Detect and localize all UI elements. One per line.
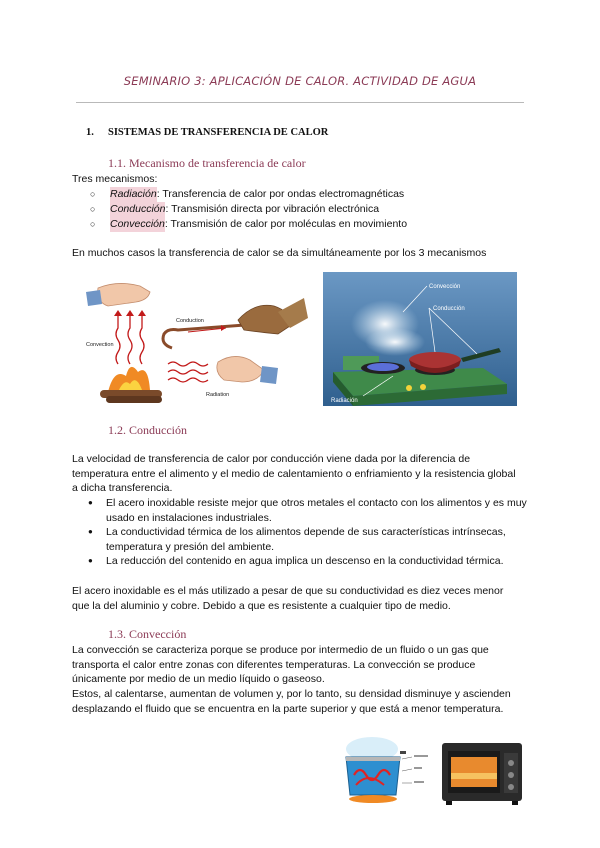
bullet-dot-icon: ● — [88, 556, 93, 566]
mechanisms-summary: En muchos casos la transferencia de calor se da simultáneamente por los 3 mecanismos — [72, 247, 487, 259]
list-item — [90, 187, 407, 202]
list-item — [88, 554, 528, 569]
term-description: : Transmisión directa por vibración electrónica — [165, 203, 380, 215]
circle-bullet-icon: ○ — [90, 219, 96, 229]
radiation-label: Radiation — [206, 392, 230, 398]
circle-bullet-icon: ○ — [90, 204, 96, 214]
page-title: SEMINARIO 3: APLICACIÓN DE CALOR. ACTIVIDAD DE AGUA — [123, 74, 477, 88]
circle-bullet-icon: ○ — [90, 189, 96, 199]
conduction-label: Conduction — [176, 318, 204, 324]
subsection-heading-1-2: 1.2. Conducción — [108, 423, 187, 437]
bullet-text: El acero inoxidable resiste mejor que otros metales el contacto con los alimentos y es muy usado en instalaciones industriales. — [106, 497, 527, 524]
term-highlight: Radiación — [110, 188, 157, 200]
convection-illustration — [338, 733, 528, 809]
stove-illustration — [323, 272, 517, 406]
conduction-bullet-list — [88, 496, 528, 569]
subsection-heading-1-3: 1.3. Convección — [108, 627, 187, 641]
subsection-heading-1-1: 1.1. Mecanismo de transferencia de calor — [108, 156, 306, 170]
mechanisms-intro: Tres mecanismos: — [72, 173, 158, 185]
term-description: : Transmisión de calor por moléculas en movimiento — [164, 218, 408, 230]
list-item — [90, 202, 407, 217]
term-description: : Transferencia de calor por ondas electromagnéticas — [156, 188, 405, 200]
bullet-text: La reducción del contenido en agua implica un descenso en la conductividad térmica. — [106, 555, 504, 568]
list-item — [88, 496, 528, 525]
convection-paragraph-2: Estos, al calentarse, aumentan de volumen y, por lo tanto, su densidad disminuye y ascienden desplazando el fluido que se encuentra en la parte superior y que está a menor temperatura. — [72, 688, 511, 715]
mechanism-list — [90, 187, 407, 232]
term-highlight: Convección — [110, 218, 165, 230]
section-heading — [86, 127, 328, 138]
convection-paragraph-1: La convección se caracteriza porque se produce por intermedio de un fluido o un gas que transporta el calor entre zonas con diferentes temperaturas. La convección se produce únicamente por medio de un medio líquido o gaseoso. — [72, 644, 489, 686]
radiation-label: Radiación — [331, 398, 358, 404]
list-item — [90, 217, 407, 232]
section-number: 1. — [86, 127, 94, 138]
conduction-closing: El acero inoxidable es el más utilizado a pesar de que su conductividad es diez veces menor que la del aluminio y cobre. Debido a que es resistente a cualquier tipo de medio. — [72, 585, 504, 612]
conduction-paragraph: La velocidad de transferencia de calor por conducción viene dada por la diferencia de temperatura entre el alimento y el medio de calentamiento o enfriamiento y la resistencia global a dicha transferencia. — [72, 453, 516, 495]
title-divider — [76, 102, 524, 103]
bullet-dot-icon: ● — [88, 498, 93, 507]
list-item — [88, 525, 528, 554]
conduction-label: Conducción — [433, 306, 465, 312]
convection-label: Convección — [429, 284, 461, 290]
bullet-dot-icon: ● — [88, 527, 93, 537]
bullet-text: La conductividad térmica de los alimentos depende de sus características intrínsecas, temperatura y presión del ambiente. — [106, 526, 506, 553]
term-highlight: Conducción — [110, 203, 166, 215]
convection-label: Convection — [86, 342, 114, 348]
section-title: SISTEMAS DE TRANSFERENCIA DE CALOR — [108, 127, 329, 138]
heat-transfer-illustration — [78, 272, 308, 406]
